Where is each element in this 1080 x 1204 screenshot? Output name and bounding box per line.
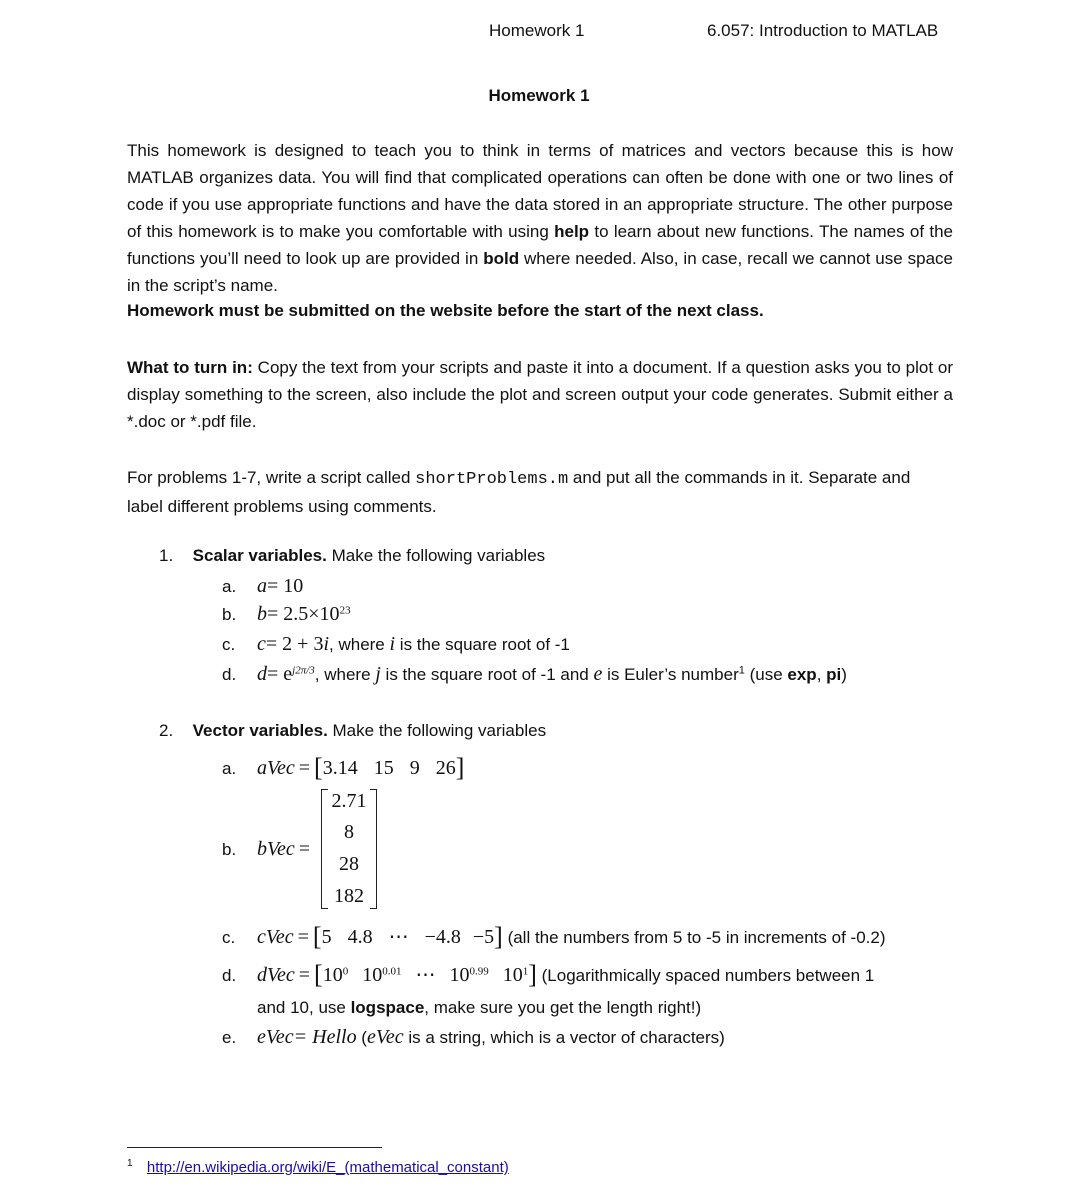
footnote: $^1$ http://en.wikipedia.org/wiki/E_(mathematical_constant): [127, 1158, 509, 1176]
problem-2-heading: 2. Vector variables. Make the following variables: [159, 721, 547, 740]
footnote-ref[interactable]: 1: [738, 664, 745, 677]
footnote-divider: [127, 1147, 382, 1148]
problem-1c: c. c= 2 + 3i, where i is the square root of -1: [222, 633, 570, 655]
running-header-left: Homework 1: [489, 21, 585, 40]
problem-2d-cont: and 10, use logspace, make sure you get the length right!): [257, 998, 702, 1017]
page-title: Homework 1: [488, 86, 590, 105]
vector-entry: 28: [339, 853, 359, 875]
vector-entry: 182: [334, 885, 364, 907]
footnote-link[interactable]: http://en.wikipedia.org/wiki/E_(mathematical_constant): [146, 1159, 509, 1176]
column-vector-b: [321, 789, 377, 911]
problem-2e: e. eVec= Hello (eVec is a string, which is a vector of characters): [222, 1026, 725, 1048]
script-name: shortProblems.m: [415, 470, 569, 489]
help-keyword: help: [554, 222, 590, 241]
intro-paragraph: This homework is designed to teach you to think in terms of matrices and vectors because this is how MATLAB organizes data. You will find that complicated operations can often be done with one or two lines of code if you use appropriate functions and have the data stored in an appropriate structure. The other purpose of this homework is to make you comfortable with using help to learn about new functions. The names of the functions you’ll need to look up are provided in bold where needed. Also, in case, recall we cannot use space in the script’s name.: [127, 141, 953, 295]
problem-2c: c. cVec = [5 4.8 ⋯ −4.8 −5] (all the numbers from 5 to -5 in increments of -0.2): [222, 922, 886, 951]
vector-entry: 8: [344, 821, 354, 843]
problems-intro: For problems 1-7, write a script called shortProblems.m and put all the commands in it. Separate and label different problems using comments.: [127, 468, 911, 516]
turnin-label: What to turn in:: [127, 358, 253, 377]
bold-keyword: bold: [483, 249, 520, 268]
deadline-note: Homework must be submitted on the website before the start of the next class.: [127, 301, 764, 320]
vector-entry: 2.71: [331, 790, 367, 812]
turnin-paragraph: What to turn in: Copy the text from your scripts and paste it into a document. If a question asks you to plot or display something to the screen, also include the plot and screen output your code generates. Submit either a *.doc or *.pdf file.: [127, 358, 953, 431]
problem-1-heading: 1. Scalar variables. Make the following variables: [159, 546, 546, 565]
running-header-right: 6.057: Introduction to MATLAB: [707, 21, 939, 40]
problem-2b-label: b. bVec =: [222, 838, 311, 860]
problem-1d: d. $d= e^{j2\pi/3}$, where j is the square root of -1 and e is Euler’s number$^1$ (use exp, pi): [222, 663, 847, 685]
problem-2d: d. dVec = [$10^0$ $10^{0.01}$ ⋯ $10^{0.99}$ $10^1$] (Logarithmically spaced numbers between 1: [222, 960, 875, 989]
problem-1b: b. $b= 2.5\times 10^{23}$: [222, 603, 351, 625]
problem-1a: a. a= 10: [222, 575, 304, 597]
problem-2a: a. aVec = [3.14 15 9 26]: [222, 753, 465, 782]
